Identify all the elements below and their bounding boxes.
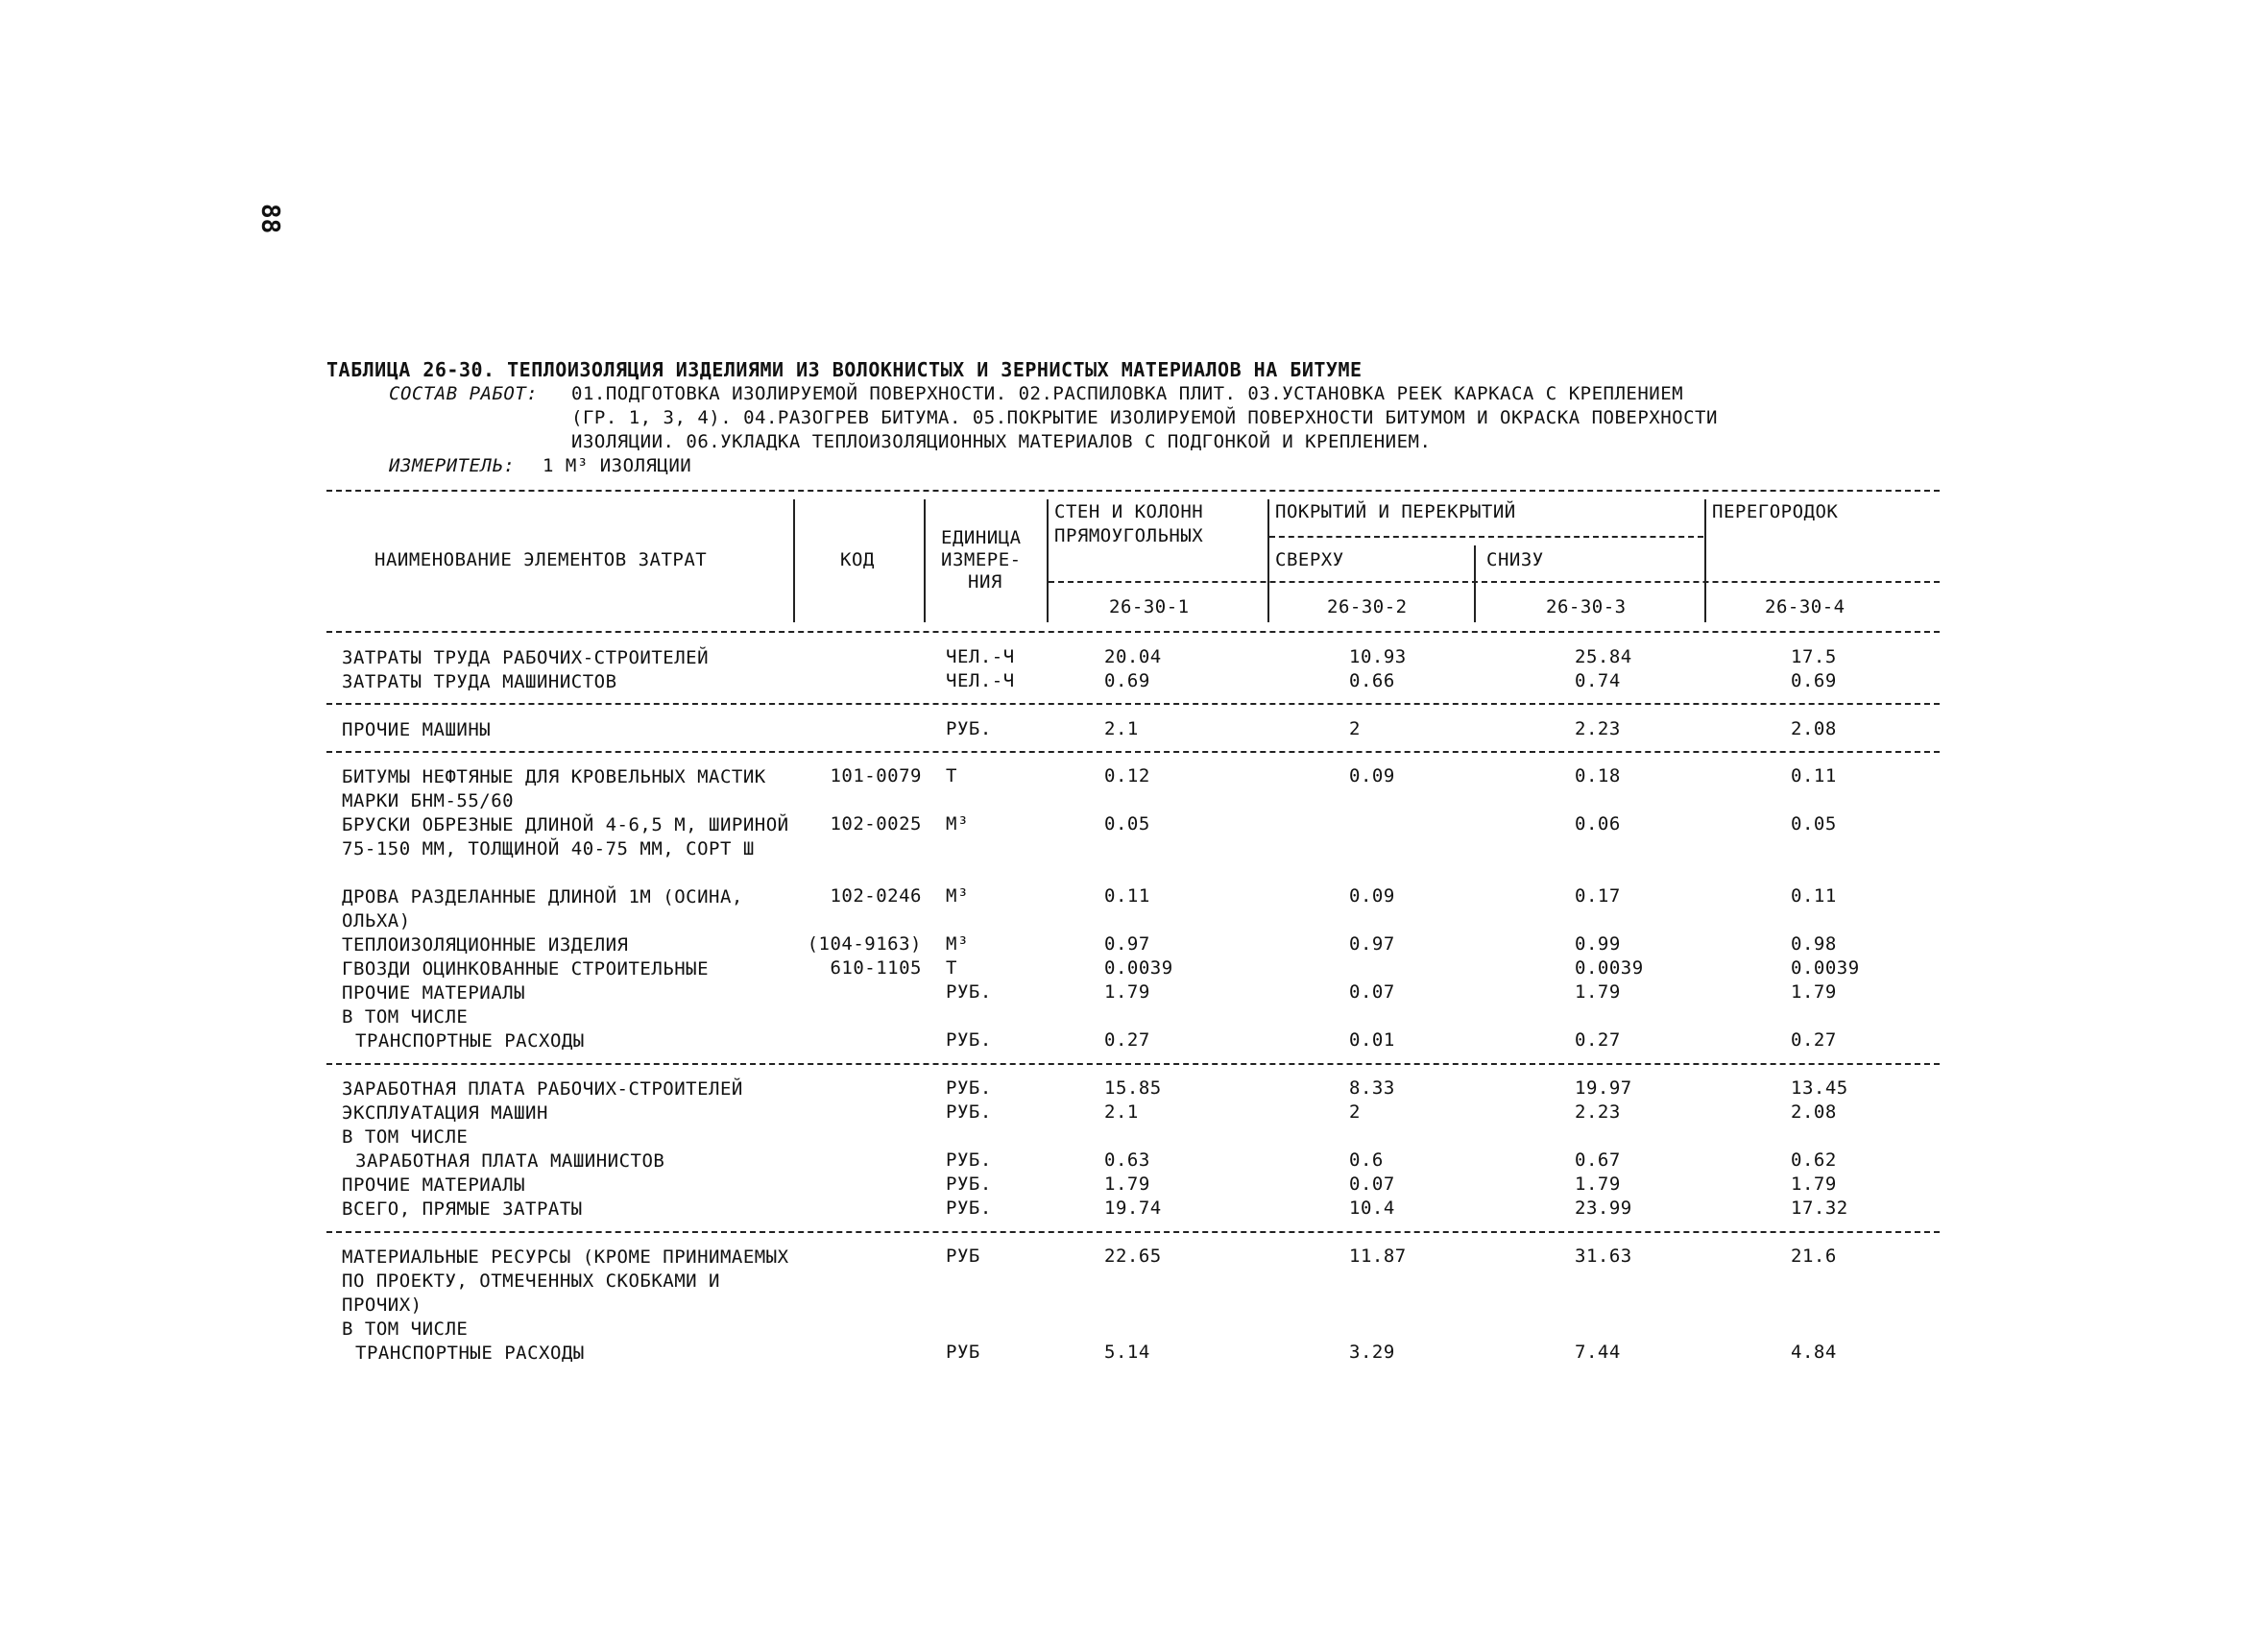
row-value-4: 1.79 (1791, 981, 1837, 1003)
row-value-2: 8.33 (1349, 1077, 1395, 1099)
header-col-1: 26-30-1 (1109, 596, 1190, 617)
row-code: 610-1105 (830, 957, 922, 979)
row-value-3: 31.63 (1575, 1246, 1632, 1267)
row-name: ДРОВА РАЗДЕЛАННЫЕ ДЛИНОЙ 1М (ОСИНА, ОЛЬХА) (342, 886, 743, 931)
row-name: ЗАТРАТЫ ТРУДА МАШИНИСТОВ (342, 671, 617, 692)
row-unit: РУБ (946, 1246, 980, 1267)
row-name: ЗАРАБОТНАЯ ПЛАТА МАШИНИСТОВ (355, 1150, 665, 1172)
row-value-3: 19.97 (1575, 1077, 1632, 1099)
row-name: БРУСКИ ОБРЕЗНЫЕ ДЛИНОЙ 4-6,5 М, ШИРИНОЙ 75-150 ММ, ТОЛЩИНОЙ 40-75 ММ, СОРТ Ш (342, 814, 789, 859)
row-value-4: 0.0039 (1791, 957, 1860, 979)
row-value-4: 21.6 (1791, 1246, 1837, 1267)
row-value-1: 0.0039 (1104, 957, 1173, 979)
section-rule (326, 1063, 1940, 1065)
row-value-1: 20.04 (1104, 646, 1162, 667)
row-unit: М³ (946, 933, 969, 955)
row-unit: РУБ (946, 1342, 980, 1363)
row-value-4: 17.32 (1791, 1197, 1848, 1219)
row-value-1: 0.05 (1104, 813, 1150, 835)
row-value-4: 2.08 (1791, 1101, 1837, 1123)
row-value-2: 0.01 (1349, 1029, 1395, 1051)
row-value-3: 1.79 (1575, 981, 1621, 1003)
row-unit: РУБ. (946, 1173, 992, 1195)
row-unit: ЧЕЛ.-Ч (946, 670, 1015, 691)
row-name: ТРАНСПОРТНЫЕ РАСХОДЫ (355, 1343, 585, 1364)
row-unit: М³ (946, 813, 969, 835)
row-value-2: 10.93 (1349, 646, 1407, 667)
works-line-2: (ГР. 1, 3, 4). 04.РАЗОГРЕВ БИТУМА. 05.ПОКРЫТИЕ ИЗОЛИРУЕМОЙ ПОВЕРХНОСТИ БИТУМОМ И ОКРАСКА ПОВЕРХНОСТИ (571, 407, 1718, 428)
row-value-1: 5.14 (1104, 1342, 1150, 1363)
header-name: НАИМЕНОВАНИЕ ЭЛЕМЕНТОВ ЗАТРАТ (374, 549, 708, 570)
row-value-2: 3.29 (1349, 1342, 1395, 1363)
row-value-2: 0.66 (1349, 670, 1395, 691)
row-unit: РУБ. (946, 981, 992, 1003)
row-name: ЭКСПЛУАТАЦИЯ МАШИН (342, 1102, 548, 1124)
header-top: СВЕРХУ (1275, 549, 1344, 570)
row-value-4: 0.62 (1791, 1149, 1837, 1171)
row-unit: РУБ. (946, 1149, 992, 1171)
row-code: (104-9163) (807, 933, 922, 955)
row-value-4: 1.79 (1791, 1173, 1837, 1195)
row-value-4: 2.08 (1791, 718, 1837, 739)
row-value-2: 10.4 (1349, 1197, 1395, 1219)
row-name: МАТЕРИАЛЬНЫЕ РЕСУРСЫ (КРОМЕ ПРИНИМАЕМЫХ ПО ПРОЕКТУ, ОТМЕЧЕННЫХ СКОБКАМИ И ПРОЧИХ) (342, 1246, 789, 1316)
row-value-4: 0.11 (1791, 765, 1837, 786)
row-unit: РУБ. (946, 1101, 992, 1123)
table-top-rule (326, 490, 1940, 492)
header-unit-1: ЕДИНИЦА (941, 527, 1022, 548)
row-code: 102-0246 (830, 885, 922, 907)
row-name: ПРОЧИЕ МАШИНЫ (342, 719, 492, 740)
row-value-4: 0.98 (1791, 933, 1837, 955)
works-label: СОСТАВ РАБОТ: (389, 383, 539, 404)
row-value-2: 2 (1349, 718, 1361, 739)
table-title: ТАБЛИЦА 26-30. ТЕПЛОИЗОЛЯЦИЯ ИЗДЕЛИЯМИ ИЗ ВОЛОКНИСТЫХ И ЗЕРНИСТЫХ МАТЕРИАЛОВ НА БИТУМЕ (326, 358, 1363, 381)
works-line-3: ИЗОЛЯЦИИ. 06.УКЛАДКА ТЕПЛОИЗОЛЯЦИОННЫХ МАТЕРИАЛОВ С ПОДГОНКОЙ И КРЕПЛЕНИЕМ. (571, 431, 1432, 452)
row-name: БИТУМЫ НЕФТЯНЫЕ ДЛЯ КРОВЕЛЬНЫХ МАСТИК МАРКИ БНМ-55/60 (342, 766, 766, 811)
row-value-1: 0.27 (1104, 1029, 1150, 1051)
row-value-3: 2.23 (1575, 1101, 1621, 1123)
row-value-3: 0.06 (1575, 813, 1621, 835)
row-value-1: 0.12 (1104, 765, 1150, 786)
row-value-2: 0.6 (1349, 1149, 1384, 1171)
row-value-1: 1.79 (1104, 1173, 1150, 1195)
header-code: КОД (840, 549, 875, 570)
row-value-3: 0.17 (1575, 885, 1621, 907)
row-value-1: 22.65 (1104, 1246, 1162, 1267)
row-value-1: 15.85 (1104, 1077, 1162, 1099)
header-code-rule (1049, 581, 1940, 583)
row-name: ТРАНСПОРТНЫЕ РАСХОДЫ (355, 1030, 585, 1052)
row-name: ГВОЗДИ ОЦИНКОВАННЫЕ СТРОИТЕЛЬНЫЕ (342, 958, 710, 980)
row-name: ТЕПЛОИЗОЛЯЦИОННЫЕ ИЗДЕЛИЯ (342, 934, 629, 956)
row-value-2: 11.87 (1349, 1246, 1407, 1267)
row-value-3: 0.27 (1575, 1029, 1621, 1051)
row-name: В ТОМ ЧИСЛЕ (342, 1006, 469, 1028)
row-value-3: 0.74 (1575, 670, 1621, 691)
row-unit: ЧЕЛ.-Ч (946, 646, 1015, 667)
col-divider-walls (1267, 499, 1269, 622)
works-line-1: 01.ПОДГОТОВКА ИЗОЛИРУЕМОЙ ПОВЕРХНОСТИ. 02.РАСПИЛОВКА ПЛИТ. 03.УСТАНОВКА РЕЕК КАРКАСА С КРЕПЛЕНИЕМ (571, 383, 1684, 404)
header-coverings: ПОКРЫТИЙ И ПЕРЕКРЫТИЙ (1275, 501, 1516, 522)
col-divider-top-bottom (1474, 545, 1476, 622)
measure-value: 1 М³ ИЗОЛЯЦИИ (543, 455, 692, 476)
row-value-1: 19.74 (1104, 1197, 1162, 1219)
header-unit-2: ИЗМЕРЕ- (941, 549, 1022, 570)
row-code: 102-0025 (830, 813, 922, 835)
row-value-4: 0.27 (1791, 1029, 1837, 1051)
row-value-4: 0.11 (1791, 885, 1837, 907)
row-value-3: 0.99 (1575, 933, 1621, 955)
col-divider-unit (1047, 499, 1049, 622)
row-value-1: 0.69 (1104, 670, 1150, 691)
row-unit: Т (946, 957, 957, 979)
row-value-2: 0.07 (1349, 981, 1395, 1003)
row-name: ПРОЧИЕ МАТЕРИАЛЫ (342, 982, 526, 1004)
row-value-3: 7.44 (1575, 1342, 1621, 1363)
row-value-1: 0.11 (1104, 885, 1150, 907)
header-col-3: 26-30-3 (1546, 596, 1627, 617)
row-value-1: 0.97 (1104, 933, 1150, 955)
header-partitions: ПЕРЕГОРОДОК (1712, 501, 1839, 522)
measure-label: ИЗМЕРИТЕЛЬ: (389, 455, 516, 476)
col-divider-name (793, 499, 795, 622)
header-col-2: 26-30-2 (1327, 596, 1408, 617)
row-value-3: 25.84 (1575, 646, 1632, 667)
row-value-4: 0.69 (1791, 670, 1837, 691)
row-value-2: 0.09 (1349, 885, 1395, 907)
row-value-1: 1.79 (1104, 981, 1150, 1003)
row-name: ЗАТРАТЫ ТРУДА РАБОЧИХ-СТРОИТЕЛЕЙ (342, 647, 710, 668)
header-unit-3: НИЯ (968, 571, 1002, 593)
header-bottom: СНИЗУ (1486, 549, 1544, 570)
section-rule (326, 751, 1940, 753)
row-value-4: 4.84 (1791, 1342, 1837, 1363)
row-unit: РУБ. (946, 1029, 992, 1051)
col-divider-code (924, 499, 926, 622)
section-rule (326, 703, 1940, 705)
row-value-1: 2.1 (1104, 718, 1139, 739)
row-value-3: 0.18 (1575, 765, 1621, 786)
row-value-3: 23.99 (1575, 1197, 1632, 1219)
row-unit: РУБ. (946, 718, 992, 739)
row-value-4: 0.05 (1791, 813, 1837, 835)
row-unit: Т (946, 765, 957, 786)
row-unit: РУБ. (946, 1077, 992, 1099)
row-name: ЗАРАБОТНАЯ ПЛАТА РАБОЧИХ-СТРОИТЕЛЕЙ (342, 1078, 743, 1100)
row-name: В ТОМ ЧИСЛЕ (342, 1126, 469, 1148)
header-coverings-rule (1269, 536, 1703, 538)
header-walls-1: СТЕН И КОЛОНН (1054, 501, 1204, 522)
row-name: ПРОЧИЕ МАТЕРИАЛЫ (342, 1174, 526, 1196)
row-value-3: 2.23 (1575, 718, 1621, 739)
row-unit: М³ (946, 885, 969, 907)
row-value-1: 0.63 (1104, 1149, 1150, 1171)
row-value-3: 0.67 (1575, 1149, 1621, 1171)
row-value-2: 0.97 (1349, 933, 1395, 955)
row-value-2: 0.09 (1349, 765, 1395, 786)
section-rule (326, 1231, 1940, 1233)
header-bottom-rule (326, 631, 1940, 633)
row-unit: РУБ. (946, 1197, 992, 1219)
header-walls-2: ПРЯМОУГОЛЬНЫХ (1054, 525, 1204, 546)
page-number: 88 (255, 204, 284, 234)
row-name: В ТОМ ЧИСЛЕ (342, 1318, 469, 1340)
row-value-1: 2.1 (1104, 1101, 1139, 1123)
row-name: ВСЕГО, ПРЯМЫЕ ЗАТРАТЫ (342, 1198, 583, 1220)
row-value-4: 13.45 (1791, 1077, 1848, 1099)
col-divider-coverings (1704, 499, 1706, 622)
row-code: 101-0079 (830, 765, 922, 786)
row-value-3: 0.0039 (1575, 957, 1644, 979)
row-value-4: 17.5 (1791, 646, 1837, 667)
row-value-2: 2 (1349, 1101, 1361, 1123)
row-value-2: 0.07 (1349, 1173, 1395, 1195)
header-col-4: 26-30-4 (1765, 596, 1846, 617)
row-value-3: 1.79 (1575, 1173, 1621, 1195)
